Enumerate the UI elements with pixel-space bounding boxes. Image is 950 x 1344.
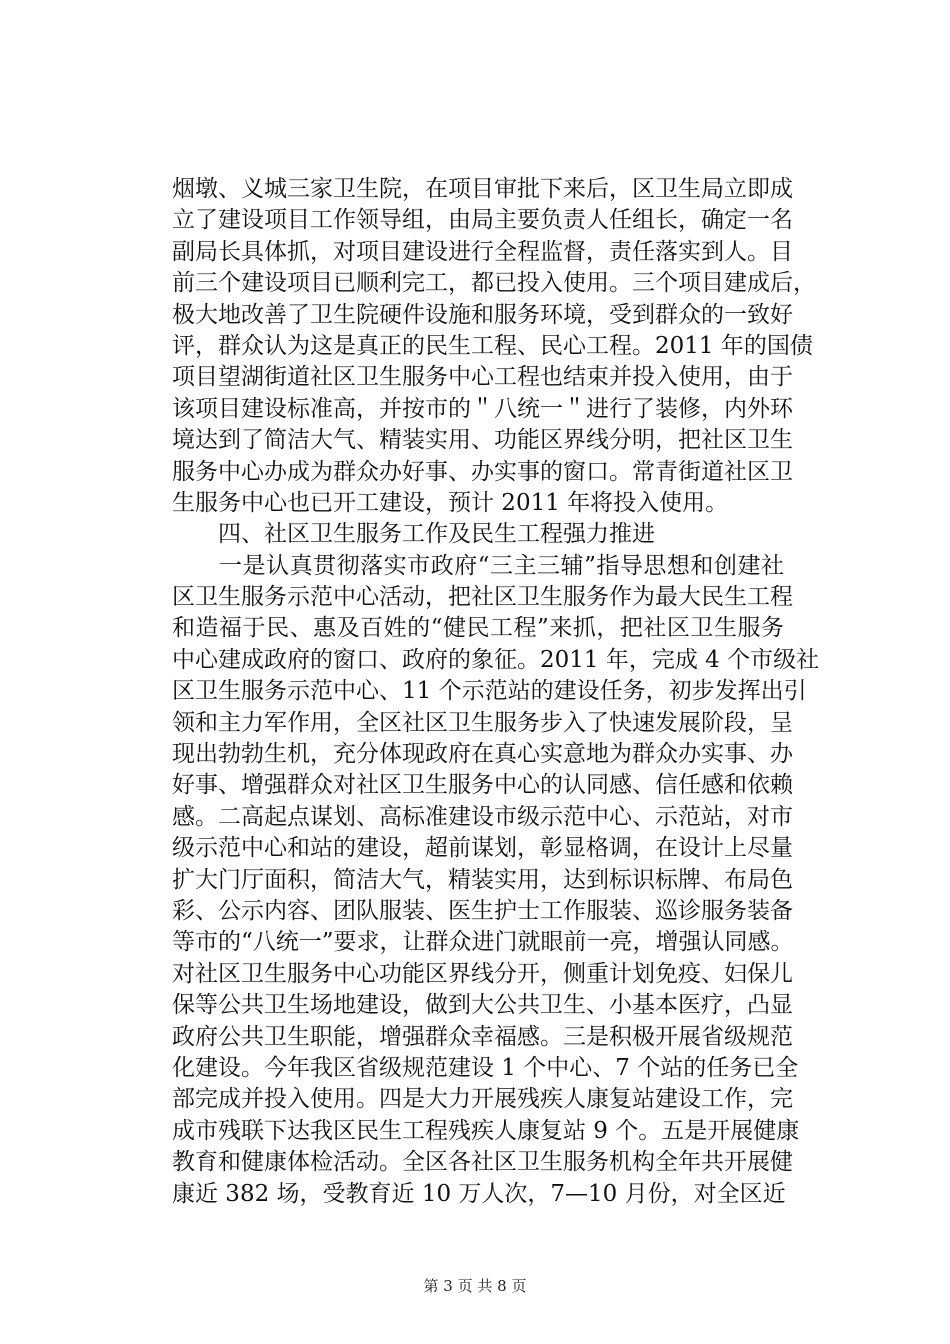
text-line: 现出勃勃生机，充分体现政府在真心实意地为群众办实事、办 [172, 741, 793, 768]
text-line: 中心建成政府的窗口、政府的象征。2011 年，完成 4 个市级社 [172, 646, 820, 673]
text-line: 区卫生服务示范中心、11 个示范站的建设任务，初步发挥出引 [172, 678, 807, 705]
text-line: 等市的“八统一”要求，让群众进门就眼前一亮，增强认同感。 [172, 929, 794, 956]
text-line: 极大地改善了卫生院硬件设施和服务环境，受到群众的一致好 [172, 301, 793, 328]
text-line: 和造福于民、惠及百姓的“健民工程”来抓，把社区卫生服务 [172, 615, 784, 642]
page-footer: 第 3 页 共 8 页 [423, 1277, 527, 1295]
text-line: 好事、增强群众对社区卫生服务中心的认同感、信任感和依赖 [172, 772, 793, 799]
text-line: 副局长具体抓，对项目建设进行全程监督，责任落实到人。目 [172, 238, 793, 265]
text-line: 康近 382 场，受教育近 10 万人次，7—10 月份，对全区近 [172, 1180, 786, 1207]
text-line: 该项目建设标准高，并按市的＂八统一＂进行了装修，内外环 [172, 395, 793, 422]
body-text [172, 174, 820, 1210]
text-line: 境达到了简洁大气、精装实用、功能区界线分明，把社区卫生 [172, 427, 793, 454]
text-line: 保等公共卫生场地建设，做到大公共卫生、小基本医疗，凸显 [172, 992, 793, 1019]
text-line: 项目望湖街道社区卫生服务中心工程也结束并投入使用，由于 [172, 364, 793, 391]
text-line: 服务中心办成为群众办好事、办实事的窗口。常青街道社区卫 [172, 458, 793, 485]
text-line: 成市残联下达我区民生工程残疾人康复站 9 个。五是开展健康 [172, 1117, 800, 1144]
text-line: 化建设。今年我区省级规范建设 1 个中心、7 个站的任务已全 [172, 1054, 799, 1081]
text-line: 教育和健康体检活动。全区各社区卫生服务机构全年共开展健 [172, 1149, 793, 1176]
text-line: 政府公共卫生职能，增强群众幸福感。三是积极开展省级规范 [172, 1023, 793, 1050]
text-line: 部完成并投入使用。四是大力开展残疾人康复站建设工作，完 [172, 1086, 793, 1113]
text-line: 评，群众认为这是真正的民生工程、民心工程。2011 年的国债 [172, 332, 813, 359]
text-line: 领和主力军作用，全区社区卫生服务步入了快速发展阶段，呈 [172, 709, 793, 736]
text-line: 烟墩、义城三家卫生院，在项目审批下来后，区卫生局立即成 [172, 176, 793, 202]
text-line: 区卫生服务示范中心活动，把社区卫生服务作为最大民生工程 [172, 584, 793, 611]
text-line: 一是认真贯彻落实市政府“三主三辅”指导思想和创建社 [172, 552, 784, 579]
text-line: 对社区卫生服务中心功能区界线分开，侧重计划免疫、妇保儿 [172, 960, 793, 987]
text-line: 感。二高起点谋划、高标准建设市级示范中心、示范站，对市 [172, 803, 793, 830]
text-line: 扩大门厅面积，简洁大气，精装实用，达到标识标牌、布局色 [172, 866, 793, 893]
text-line: 前三个建设项目已顺利完工，都已投入使用。三个项目建成后， [172, 270, 816, 297]
text-line: 彩、公示内容、团队服装、医生护士工作服装、巡诊服务装备 [172, 897, 793, 924]
text-line: 级示范中心和站的建设，超前谋划，彰显格调，在设计上尽量 [172, 835, 793, 862]
text-line: 四、社区卫生服务工作及民生工程强力推进 [172, 521, 655, 548]
text-line: 生服务中心也已开工建设，预计 2011 年将投入使用。 [172, 489, 729, 516]
text-line: 立了建设项目工作领导组，由局主要负责人任组长，确定一名 [172, 207, 793, 234]
